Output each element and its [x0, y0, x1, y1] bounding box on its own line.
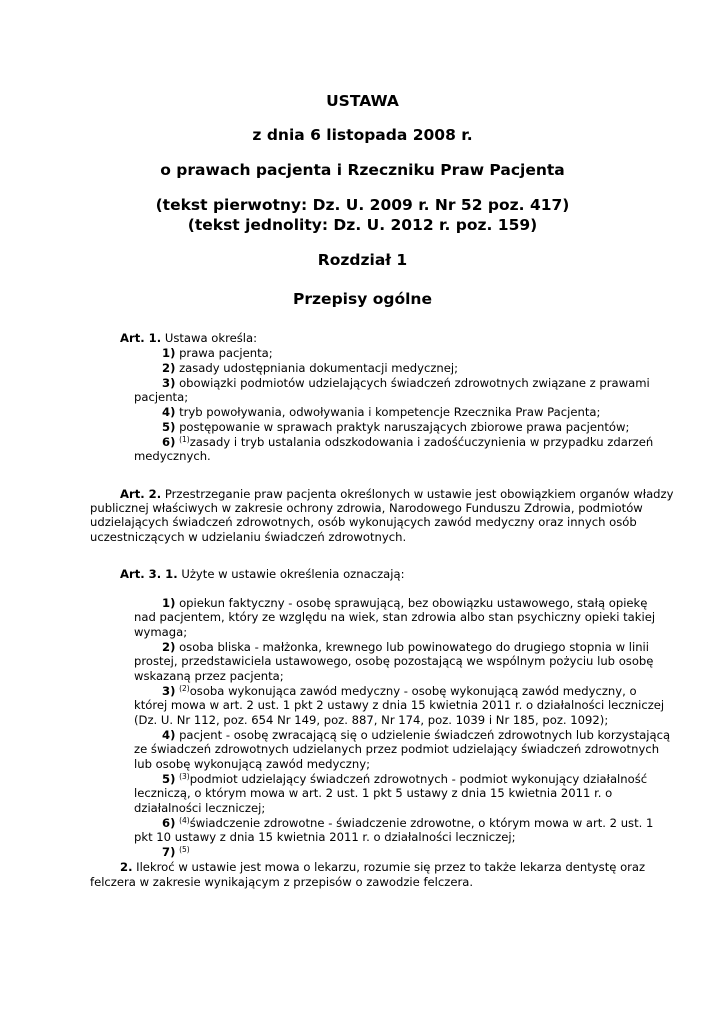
- art3-item-continuation: (Dz. U. Nr 112, poz. 654 Nr 149, poz. 887, Nr 174, poz. 1039 i Nr 185, poz. 1092);: [134, 713, 609, 727]
- footnote-ref: (2): [179, 684, 190, 693]
- original-text-reference: (tekst pierwotny: Dz. U. 2009 r. Nr 52 poz. 417): [155, 196, 570, 214]
- art3-item-continuation: ze świadczeń zdrowotnych udzielanych przez podmiot udzielający świadczeń zdrowotnych: [134, 742, 660, 756]
- art3-item-continuation: pkt 10 ustawy z dnia 15 kwietnia 2011 r. o działalności leczniczej;: [134, 830, 516, 844]
- art3-item-continuation: wskazaną przez pacjenta;: [134, 669, 284, 683]
- art1-item: 5) postępowanie w sprawach praktyk naruszających zbiorowe prawa pacjentów;: [162, 420, 630, 434]
- art3-item-continuation: nad pacjentem, który ze względu na wiek, stan zdrowia albo stan psychiczny opieki takiej: [134, 610, 656, 624]
- art3-item-continuation: działalności leczniczej;: [134, 801, 266, 815]
- act-subject: o prawach pacjenta i Rzeczniku Praw Pacjenta: [160, 161, 565, 179]
- art2-line: Art. 2. Przestrzeganie praw pacjenta określonych w ustawie jest obowiązkiem organów władzy: [120, 487, 674, 501]
- art3-para2-line: 2. Ilekroć w ustawie jest mowa o lekarzu, rozumie się przez to także lekarza dentystę oraz: [120, 860, 646, 874]
- art3-item: 1) opiekun faktyczny - osobę sprawującą, bez obowiązku ustawowego, stałą opiekę: [162, 596, 648, 610]
- art3-para2-num: 2.: [120, 860, 133, 874]
- art3-item-continuation: prostej, przedstawiciela ustawowego, osobę pozostającą we wspólnym pożyciu lub osobę: [134, 654, 654, 668]
- act-date: z dnia 6 listopada 2008 r.: [252, 126, 473, 144]
- art2-label: Art. 2.: [120, 487, 162, 501]
- footnote-ref: (4): [179, 816, 190, 825]
- chapter-title: Przepisy ogólne: [293, 290, 432, 308]
- art2-line: uczestniczących w udzielaniu świadczeń zdrowotnych.: [90, 530, 407, 544]
- art3-item: 2) osoba bliska - małżonka, krewnego lub powinowatego do drugiego stopnia w linii: [162, 640, 649, 654]
- chapter-number: Rozdział 1: [317, 251, 408, 269]
- art3-item-continuation: leczniczą, o którym mowa w art. 2 ust. 1 pkt 5 ustawy z dnia 15 kwietnia 2011 r. o: [134, 786, 613, 800]
- art1-item: 4) tryb powoływania, odwoływania i kompetencje Rzecznika Praw Pacjenta;: [162, 405, 601, 419]
- footnote-ref: (1): [179, 435, 190, 444]
- art3-item-continuation: lub osobę wykonującą zawód medyczny;: [134, 757, 370, 771]
- consolidated-text-reference: (tekst jednolity: Dz. U. 2012 r. poz. 159): [187, 216, 538, 234]
- art1-label: Art. 1.: [120, 331, 162, 345]
- art3-item: 5) $^{(3)}$podmiot udzielający świadczeń zdrowotnych - podmiot wykonujący działalność: [162, 772, 648, 786]
- art1-item: 2) zasady udostępniania dokumentacji medycznej;: [162, 361, 459, 375]
- art3-item-continuation: wymaga;: [134, 625, 188, 639]
- art1-item: 6) $^{(1)}$zasady i tryb ustalania odszkodowania i zadośćuczynienia w przypadku zdarzeń: [162, 435, 654, 449]
- art2-line: udzielających świadczeń zdrowotnych, osób wykonujących zawód medyczny oraz innych osób: [90, 515, 637, 529]
- art3-item: 3) $^{(2)}$osoba wykonująca zawód medyczny - osobę wykonującą zawód medyczny, o: [162, 684, 637, 698]
- art1-item: 3) obowiązki podmiotów udzielających świadczeń zdrowotnych związane z prawami: [162, 376, 650, 390]
- art3-item: 6) $^{(4)}$świadczenie zdrowotne - świadczenie zdrowotne, o którym mowa w art. 2 ust. 1: [162, 816, 654, 830]
- art3-item: 7) $^{(5)}$: [162, 845, 190, 859]
- art2-line: publicznej właściwych w zakresie ochrony zdrowia, Narodowego Funduszu Zdrowia, podmiotów: [90, 501, 643, 515]
- art3-intro-line: Art. 3. 1. Użyte w ustawie określenia oznaczają:: [120, 567, 405, 581]
- art1-intro-line: [120, 331, 257, 345]
- art3-para2-line: felczera w zakresie wynikającym z przepisów o zawodzie felczera.: [90, 875, 474, 889]
- art1-item-continuation: medycznych.: [134, 449, 211, 463]
- art3-label: Art. 3. 1.: [120, 567, 178, 581]
- art1-item: 1) prawa pacjenta;: [162, 346, 273, 360]
- footnote-ref: (3): [179, 772, 190, 781]
- art3-item: 4) pacjent - osobę zwracającą się o udzielenie świadczeń zdrowotnych lub korzystającą: [162, 728, 671, 742]
- footnote-ref: (5): [179, 845, 190, 854]
- act-title: USTAWA: [326, 92, 399, 110]
- art3-item-continuation: której mowa w art. 2 ust. 1 pkt 2 ustawy z dnia 15 kwietnia 2011 r. o działalności leczniczej: [134, 698, 665, 712]
- art1-item-continuation: pacjenta;: [134, 390, 189, 404]
- art1-intro: Ustawa określa:: [164, 331, 258, 345]
